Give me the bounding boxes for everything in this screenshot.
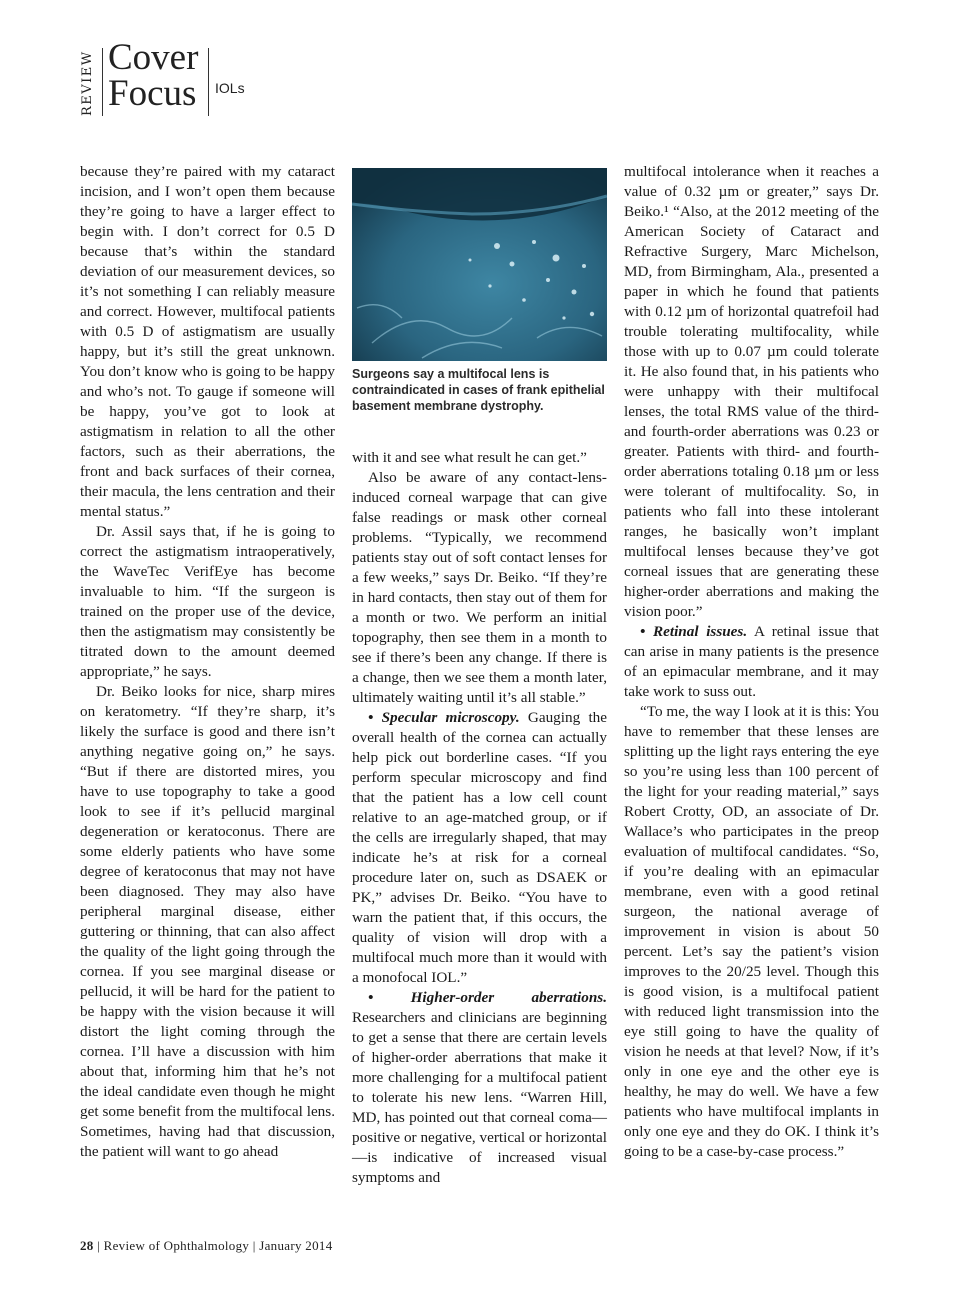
- section-title: [108, 37, 199, 114]
- paragraph-text: Gauging the overall health of the cornea can actually help pick out borderline cases. “If you perform specular microscopy and find that the patient has a low cell count relative to an age-matched group, or if the cells are irregularly shaped, that may indicate he’s at risk for a corneal procedure later on, such as DSAEK or PK,” advises Dr. Beiko. “You have to warn the patient that, if this occurs, the quality of vision will drop with a multifocal much more than it would with a monofocal IOL.”: [352, 709, 607, 986]
- header-divider: [208, 48, 209, 116]
- header-divider: [102, 48, 103, 116]
- paragraph-text: A retinal issue that can arise in many patients is the presence of an epimacular membrane, and it may take work to suss out.: [624, 623, 879, 700]
- review-label: REVIEW: [80, 50, 95, 116]
- paragraph: with it and see what result he can get.”: [352, 449, 587, 466]
- paragraph-text: Researchers and clinicians are beginning to get a sense that there are certain levels of higher-order aberrations that make it more challenging for a multifocal patient to tolerate his new lens. “Warren Hill, MD, has pointed out that corneal coma—positive or negative, vertical or horizontal—is indicative of increased visual symptoms and: [352, 1009, 607, 1186]
- section-title-line2: Focus: [108, 73, 197, 114]
- publication-name: Review of Ophthalmology: [103, 1238, 250, 1253]
- section-title-line1: Cover: [108, 37, 199, 78]
- paragraph: Dr. Beiko looks for nice, sharp mires on keratometry. “If they’re sharp, it’s likely the surface is good and there isn’t anything negative going on,” he says. “But if there are distorted mires, you have to use topography to take a good look to see if it’s pellucid marginal degeneration or keratoconus. There are some elderly patients who have some degree of keratoconus that may not have been diagnosed. They may also have peripheral marginal disease, either guttering or thinning, that can also affect the quality of the light going through the cornea. If you see marginal disease or pellucid, it will be hard for the patient to be happy with the vision because it will distort the light coming through the cornea. I’ll have a discussion with him about that, informing him that he’s not the ideal candidate even though he might get some benefit from the multifocal lens. Sometimes, having had that discussion, the patient will want to go ahead: [80, 683, 335, 1160]
- epithelial-dystrophy-image: [352, 168, 607, 361]
- footer-separator: |: [97, 1238, 101, 1253]
- paragraph: [352, 708, 607, 988]
- subhead: • Retinal issues.: [640, 623, 748, 640]
- page-number: 28: [80, 1238, 94, 1253]
- issue-date: January 2014: [259, 1238, 333, 1253]
- footer-separator: |: [252, 1238, 256, 1253]
- article-column-3: [624, 162, 879, 1162]
- image-caption: Surgeons say a multifocal lens is contraindicated in cases of frank epithelial basement membrane dystrophy.: [352, 367, 605, 413]
- section-header: [80, 37, 480, 120]
- paragraph: Also be aware of any contact-lens-induced corneal warpage that can give false readings or mask other corneal problems. “Typically, we recommend patients stay out of soft contact lenses for a few weeks,” says Dr. Beiko. “If they’re in hard contacts, then stay out of them for a month or two. We perform an initial topography, then see them in a month to see if there’s been any change. If there is a change, then we see them a month later, ultimately waiting until it’s all stable.”: [352, 469, 607, 706]
- article-column-2: [352, 448, 607, 1188]
- article-column-1: [80, 162, 335, 1162]
- page-footer: [80, 1238, 333, 1254]
- paragraph: multifocal intolerance when it reaches a value of 0.32 µm or greater,” says Dr. Beiko.¹ “Also, at the 2012 meeting of the American Society of Cataract and Refractive Surgery, Marc Michelson, MD, from Birmingham, Ala., presented a paper in which he found that patients with 0.12 µm of horizontal quatrefoil had trouble tolerating multifocality, while those with up to 0.07 µm could tolerate it. He also found that, in his patients who were unhappy with their multifocal lenses, the total RMS value of the third- and fourth-order aberrations was 0.23 or greater. Patients with third- and fourth-order aberrations totaling 0.18 µm or less were tolerant of multifocality. So, in patients who fall into these intolerant ranges, he basically won’t implant multifocal lenses because they’ve got corneal issues that are generating these higher-order aberrations and making the vision poor.”: [624, 163, 879, 620]
- paragraph: Dr. Assil says that, if he is going to correct the astigmatism intraoperatively, the WaveTec VerifEye has become invaluable to him. “If the surgeon is trained on the proper use of the device, then the astigmatism may consistently be titrated down to the amount deemed appropriate,” he says.: [80, 523, 335, 680]
- paragraph: “To me, the way I look at it is this: You have to remember that these lenses are splitting up the light rays entering the eye so you’re using less than 100 percent of the light for your reading material,” says Robert Crotty, OD, an associate of Dr. Wallace’s who participates in the preop evaluation of multifocal candidates. “So, if you’re dealing with an epimacular membrane, even with a good retinal surgeon, the national average of improvement in vision is about 50 percent. Let’s say the patient’s vision improves to the 20/25 level. Though this is good vision, is a multifocal patient with reduced light transmission into the eye still going to have the quality of vision he needs at that level? Now, if it’s only in one eye and the other eye is healthy, he may do well. We have a few patients who have multifocal implants in only one eye and they do OK. I think it’s going to be a case-by-case process.”: [624, 703, 879, 1160]
- paragraph: [352, 988, 607, 1188]
- subhead: • Higher-order aberrations.: [368, 989, 607, 1006]
- paragraph: [624, 622, 879, 702]
- section-topic: IOLs: [215, 80, 245, 96]
- subhead: • Specular microscopy.: [368, 709, 520, 726]
- eye-photo: [352, 168, 607, 361]
- paragraph: because they’re paired with my cataract incision, and I won’t open them because they’re going to have a larger effect to begin with. I don’t correct for 0.5 D because that’s within the standard deviation of our measurement devices, so it’s not something I can reliably measure and correct. However, multifocal patients with 0.5 D of astigmatism are usually happy, but it’s still the great unknown. You don’t know who is going to be happy and who’s not. To gauge if someone will be happy, you’ve got to look at astigmatism in relation to all the other factors, such as their aberrations, the front and back surfaces of their cornea, their macula, the lens centration and their mental status.”: [80, 163, 335, 520]
